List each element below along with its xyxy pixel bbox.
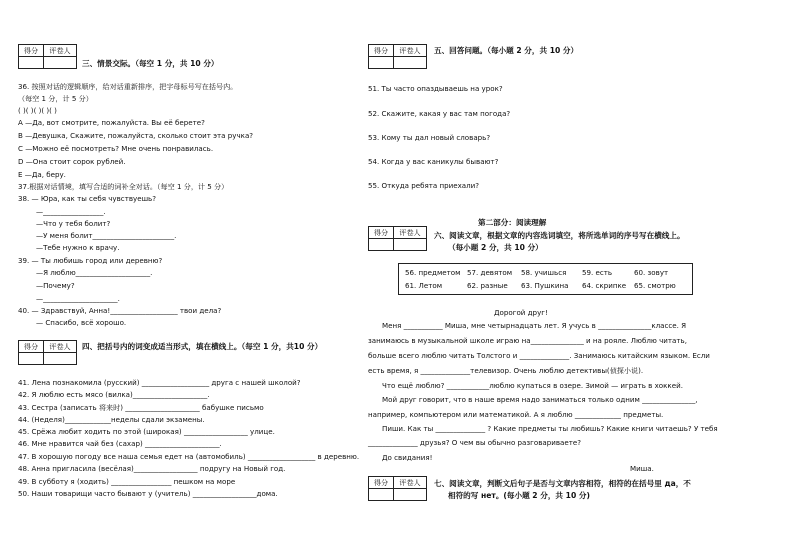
score-label: 得分 xyxy=(369,45,394,57)
grader-label: 评卷人 xyxy=(394,227,427,239)
dialogue-line: —_____________________. xyxy=(36,294,120,303)
word-option: 58. учишься xyxy=(521,268,567,277)
dialogue-line: —Что у тебя болит? xyxy=(36,219,111,228)
sec3-line: 36. 按照对话的逻辑顺序，给对话重新排序，把字母标号写在括号内。 xyxy=(18,82,238,91)
exercise-line: 50. Наши товарищи часто бывают у (учитель) __________________дома. xyxy=(18,489,278,498)
section-5-title: 五、回答问题。（每小题 2 分，共 10 分） xyxy=(434,46,579,55)
score-label: 得分 xyxy=(19,341,44,353)
exercise-line: 49. В субботу я (ходить) _________________ пешком на море xyxy=(18,477,236,486)
exercise-line: 48. Анна пригласила (весёлая)__________________ подругу на Новый год. xyxy=(18,464,286,473)
dialogue-line: C —Можно её посмотреть? Мне очень понравилась. xyxy=(18,144,214,153)
letter-closing: До свидания! xyxy=(382,453,433,462)
score-cell xyxy=(369,239,394,251)
letter-line: больше всего люблю читать Толстого и ______________. Занимаюсь китайским языком. Если xyxy=(368,351,710,360)
score-table-sec6 xyxy=(368,226,427,251)
word-options-box xyxy=(398,263,693,295)
dialogue-line: A —Да, вот смотрите, пожалуйста. Вы её берете? xyxy=(18,118,205,127)
dialogue-line: —У меня болит_______________________. xyxy=(36,231,177,240)
dialogue-line: —_________________. xyxy=(36,207,106,216)
answer-brackets: ( )( )( )( )( ) xyxy=(18,106,57,115)
score-cell xyxy=(19,57,44,69)
exercise-line: 44. (Неделя)_____________неделы сдали экзамены. xyxy=(18,415,205,424)
letter-line: Пиши. Как ты ______________ ? Какие предметы ты любишь? Какие книги читаешь? У тебя xyxy=(382,424,718,433)
grader-label: 评卷人 xyxy=(44,45,77,57)
score-cell xyxy=(369,489,394,501)
word-option: 64. скрипке xyxy=(582,281,627,290)
letter-line: Мой друг говорит, что в наше время надо заниматься только одним _______________, xyxy=(382,395,698,404)
grader-label: 评卷人 xyxy=(394,45,427,57)
letter-line: есть время, я ______________телевизор. Очень люблю детективы(侦探小说). xyxy=(368,366,644,375)
dialogue-line: D —Она стоит сорок рублей. xyxy=(18,157,126,166)
word-option: 60. зовут xyxy=(634,268,669,277)
letter-line: например, компьютером или математикой. А я люблю _____________ предметы. xyxy=(368,410,664,419)
section-4-title: 四、把括号内的词变成适当形式，填在横线上。（每空 1 分，共10 分） xyxy=(82,342,323,351)
exercise-line: 45. Срёжа любит ходить по этой (широкая) __________________ улице. xyxy=(18,427,275,436)
letter-line: занимаюсь в музыкальной школе играю на_______________ и на рояле. Люблю читать, xyxy=(368,336,687,345)
question-37: 37.根据对话情境，填写合适的词补全对话。（每空 1 分，计 5 分） xyxy=(18,182,229,191)
exercise-line: 43. Сестра (записать 将来时) _____________________ бабушке письмо xyxy=(18,403,264,412)
letter-line: Меня ___________ Миша, мне четырнадцать лет. Я учусь в _______________классе. Я xyxy=(382,321,687,330)
question-line: 55. Откуда ребята приехали? xyxy=(368,181,480,190)
dialogue-line: 40. — Здравствуй, Анна!___________________ твои дела? xyxy=(18,306,222,315)
score-label: 得分 xyxy=(19,45,44,57)
dialogue-line: 39. — Ты любишь город или деревню? xyxy=(18,256,163,265)
grader-cell xyxy=(44,57,77,69)
score-cell xyxy=(19,353,44,365)
dialogue-line: —Я люблю_____________________. xyxy=(36,268,153,277)
word-option: 63. Пушкина xyxy=(521,281,569,290)
letter-line: Что ещё люблю? ____________люблю купаться в озере. Зимой — играть в хоккей. xyxy=(382,381,683,390)
sec3-line: （每空 1 分，计 5 分） xyxy=(18,94,93,103)
question-line: 53. Кому ты дал новый словарь? xyxy=(368,133,491,142)
question-line: 52. Скажите, какая у вас там погода? xyxy=(368,109,511,118)
dialogue-line: — Спасибо, всё хорошо. xyxy=(36,318,127,327)
grader-cell xyxy=(394,239,427,251)
score-label: 得分 xyxy=(369,227,394,239)
exercise-line: 47. В хорошую погоду все наша семья едет на (автомобиль) ___________________ в деревню. xyxy=(18,452,360,461)
grader-cell xyxy=(394,57,427,69)
dialogue-line: —Почему? xyxy=(36,281,75,290)
section-7-instructions: 相符的写 нет。(每小题 2 分，共 10 分) xyxy=(448,491,590,500)
question-line: 51. Ты часто опаздываешь на урок? xyxy=(368,84,503,93)
word-option: 61. Летом xyxy=(405,281,443,290)
exercise-line: 46. Мне нравится чай без (сахар) _____________________. xyxy=(18,439,222,448)
dialogue-line: E —Да, беру. xyxy=(18,170,66,179)
section-6-title: 六、阅读文章，根据文章的内容选词填空，将所选单词的序号写在横线上。 xyxy=(434,231,685,240)
dialogue-line: 38. — Юра, как ты себя чувствуешь? xyxy=(18,194,157,203)
letter-line: ______________ друзья? О чем вы обычно разговариваете? xyxy=(368,438,582,447)
exercise-line: 42. Я люблю есть мясо (вилка)_____________________. xyxy=(18,390,210,399)
score-table-sec3 xyxy=(18,44,77,69)
section-3-title: 三、情景交际。（每空 1 分，共 10 分） xyxy=(82,59,219,68)
question-line: 54. Когда у вас каникулы бывают? xyxy=(368,157,499,166)
word-option: 56. предметом xyxy=(405,268,461,277)
letter-signature: Миша. xyxy=(630,464,654,473)
score-table-sec4 xyxy=(18,340,77,365)
section-7-title: 七、阅读文章，判断文后句子是否与文章内容相符，相符的在括号里 да，不 xyxy=(434,479,691,488)
part-2-title: 第二部分：阅读理解 xyxy=(478,218,547,227)
word-option: 59. есть xyxy=(582,268,613,277)
section-6-points: （每小题 2 分，共 10 分） xyxy=(448,243,543,252)
dialogue-line: —Тебе нужно к врачу. xyxy=(36,243,120,252)
score-cell xyxy=(369,57,394,69)
score-table-sec5 xyxy=(368,44,427,69)
score-label: 得分 xyxy=(369,477,394,489)
grader-cell xyxy=(44,353,77,365)
score-table-sec7 xyxy=(368,476,427,501)
dialogue-line: B —Девушка, Скажите, пожалуйста, сколько стоит эта ручка? xyxy=(18,131,254,140)
grader-label: 评卷人 xyxy=(44,341,77,353)
word-option: 62. разные xyxy=(467,281,508,290)
grader-cell xyxy=(394,489,427,501)
word-option: 57. девятом xyxy=(467,268,513,277)
letter-greeting: Дорогой друг! xyxy=(494,308,548,317)
word-option: 65. смотрю xyxy=(634,281,676,290)
grader-label: 评卷人 xyxy=(394,477,427,489)
exercise-line: 41. Лена познакомила (русский) ___________________ друга с нашей школой? xyxy=(18,378,301,387)
